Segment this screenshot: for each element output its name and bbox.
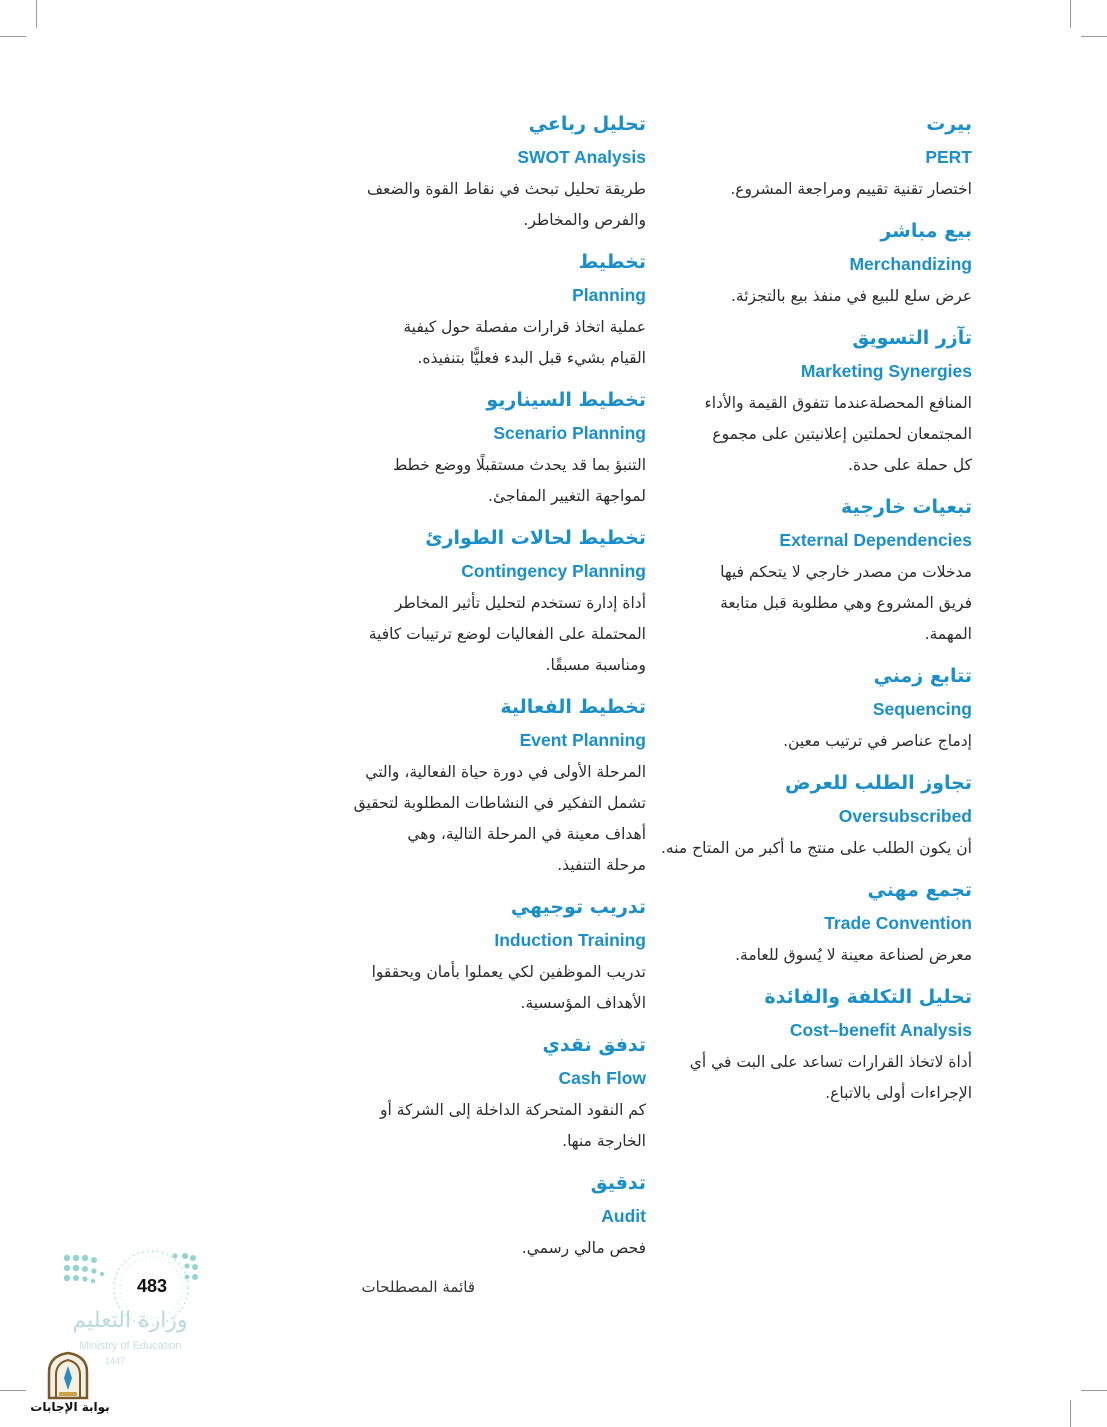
term-english: Merchandizing (849, 254, 972, 274)
definition-line: المهمة. (924, 625, 972, 643)
glossary-column-right (660, 108, 972, 1119)
definition-line: كل حملة على حدة. (848, 456, 972, 474)
definition-line: معرض لصناعة معينة لا يُسوق للعامة. (735, 946, 972, 964)
section-title: قائمة المصطلحات (361, 1278, 475, 1296)
definition-line: والفرص والمخاطر. (523, 211, 646, 229)
definition-line: إدماج عناصر في ترتيب معين. (783, 732, 972, 750)
definition-line: أداة لاتخاذ القرارات تساعد على البت في أي (689, 1053, 972, 1071)
glossary-entry (660, 660, 972, 757)
glossary-column-left (330, 108, 646, 1274)
page-number: 483 (136, 1276, 168, 1296)
crop-mark (1081, 1390, 1107, 1391)
crop-mark (1070, 1400, 1071, 1427)
glossary-entry (330, 246, 646, 374)
term-english: Cash Flow (558, 1068, 646, 1088)
definition-line: اختصار تقنية تقييم ومراجعة المشروع. (730, 180, 972, 198)
definition-line: أن يكون الطلب على منتج ما أكبر من المتاح منه. (660, 839, 972, 857)
glossary-entry (330, 384, 646, 512)
term-english: Marketing Synergies (800, 361, 972, 381)
crop-mark (36, 0, 37, 28)
term-arabic: تخطيط (578, 251, 646, 273)
definition-line: المرحلة الأولى في دورة حياة الفعالية، والتي (365, 763, 646, 781)
definition-line: الأهداف المؤسسية. (520, 994, 646, 1012)
definition-line: كم النقود المتحركة الداخلة إلى الشركة أو (380, 1101, 646, 1119)
glossary-entry (330, 891, 646, 1019)
glossary-entry (330, 1029, 646, 1157)
crop-mark (1081, 36, 1107, 37)
watermark-emblem-icon (45, 1350, 91, 1400)
term-arabic: تجمع مهني (867, 879, 972, 901)
term-arabic: تخطيط السيناريو (486, 389, 646, 411)
term-arabic: تآزر التسويق (852, 327, 972, 349)
definition-line: مدخلات من مصدر خارجي لا يتحكم فيها (720, 563, 972, 581)
definition-line: المحتملة على الفعاليات لوضع ترتيبات كافية (368, 625, 646, 643)
definition-line: طريقة تحليل تبحث في نقاط القوة والضعف (366, 180, 646, 198)
watermark-label: بوابة الإجابات (30, 1400, 110, 1414)
term-arabic: تجاوز الطلب للعرض (785, 772, 972, 794)
glossary-entry (330, 522, 646, 681)
definition-line: مرحلة التنفيذ. (557, 856, 646, 874)
term-arabic: تبعيات خارجية (841, 496, 972, 518)
definition-line: الخارجة منها. (562, 1132, 646, 1150)
definition-line: عملية اتخاذ قرارات مفصلة حول كيفية (403, 318, 646, 336)
definition-line: القيام بشيء قبل البدء فعليًّا بتنفيذه. (417, 349, 646, 367)
term-english: Cost–benefit Analysis (789, 1020, 972, 1040)
definition-line: الإجراءات أولى بالاتباع. (825, 1084, 972, 1102)
glossary-entry (660, 981, 972, 1109)
term-english: SWOT Analysis (517, 147, 646, 167)
term-arabic: تدريب توجيهي (510, 896, 646, 918)
term-arabic: تحليل التكلفة والفائدة (764, 986, 972, 1008)
definition-line: تشمل التفكير في النشاطات المطلوبة لتحقيق (353, 794, 646, 812)
term-arabic: تتابع زمني (873, 665, 972, 687)
term-arabic: تدفق نقدي (542, 1034, 646, 1056)
term-english: Scenario Planning (493, 423, 646, 443)
term-arabic: بيع مباشر (880, 220, 972, 242)
definition-line: لمواجهة التغيير المفاجئ. (488, 487, 646, 505)
term-arabic: تحليل رباعي (528, 113, 646, 135)
term-english: Planning (572, 285, 646, 305)
definition-line: أداة إدارة تستخدم لتحليل تأثير المخاطر (394, 594, 646, 612)
glossary-entry (660, 874, 972, 971)
crop-mark (0, 36, 26, 37)
term-english: PERT (925, 147, 972, 167)
term-english: Sequencing (872, 699, 972, 719)
definition-line: التنبؤ بما قد يحدث مستقبلًا ووضع خطط (392, 456, 646, 474)
ministry-name-en: Ministry of Education (79, 1340, 182, 1352)
term-arabic: تخطيط لحالات الطوارئ (425, 527, 646, 549)
term-english: Induction Training (494, 930, 646, 950)
crop-mark (0, 1390, 26, 1391)
definition-line: تدريب الموظفين لكي يعملوا بأمان ويحققوا (371, 963, 646, 981)
glossary-entry (330, 1167, 646, 1264)
term-arabic: بيرت (926, 113, 972, 135)
ministry-year: 1447 (104, 1356, 126, 1366)
glossary-entry (660, 322, 972, 481)
glossary-entry (660, 215, 972, 312)
glossary-entry (660, 491, 972, 650)
term-arabic: تدقيق (590, 1172, 646, 1194)
definition-line: المنافع المحصلةعندما تتفوق القيمة والأداء (704, 394, 972, 412)
term-english: Oversubscribed (838, 806, 972, 826)
definition-line: فريق المشروع وهي مطلوبة قبل متابعة (720, 594, 972, 612)
glossary-entry (660, 108, 972, 205)
term-english: Event Planning (519, 730, 646, 750)
term-english: External Dependencies (779, 530, 972, 550)
term-english: Audit (601, 1206, 646, 1226)
definition-line: عرض سلع للبيع في منفذ بيع بالتجزئة. (731, 287, 972, 305)
definition-line: ومناسبة مسبقًا. (545, 656, 646, 674)
definition-line: أهداف معينة في المرحلة التالية، وهي (407, 825, 646, 843)
glossary-entry (330, 691, 646, 881)
crop-mark (1070, 0, 1071, 28)
glossary-entry (660, 767, 972, 864)
term-english: Trade Convention (824, 913, 972, 933)
term-english: Contingency Planning (461, 561, 646, 581)
definition-line: فحص مالي رسمي. (521, 1239, 646, 1257)
ministry-name-ar: وزارة التعليم (72, 1308, 188, 1333)
definition-line: المجتمعان لحملتين إعلانيتين على مجموع (712, 425, 972, 443)
glossary-entry (330, 108, 646, 236)
term-arabic: تخطيط الفعالية (500, 696, 646, 718)
